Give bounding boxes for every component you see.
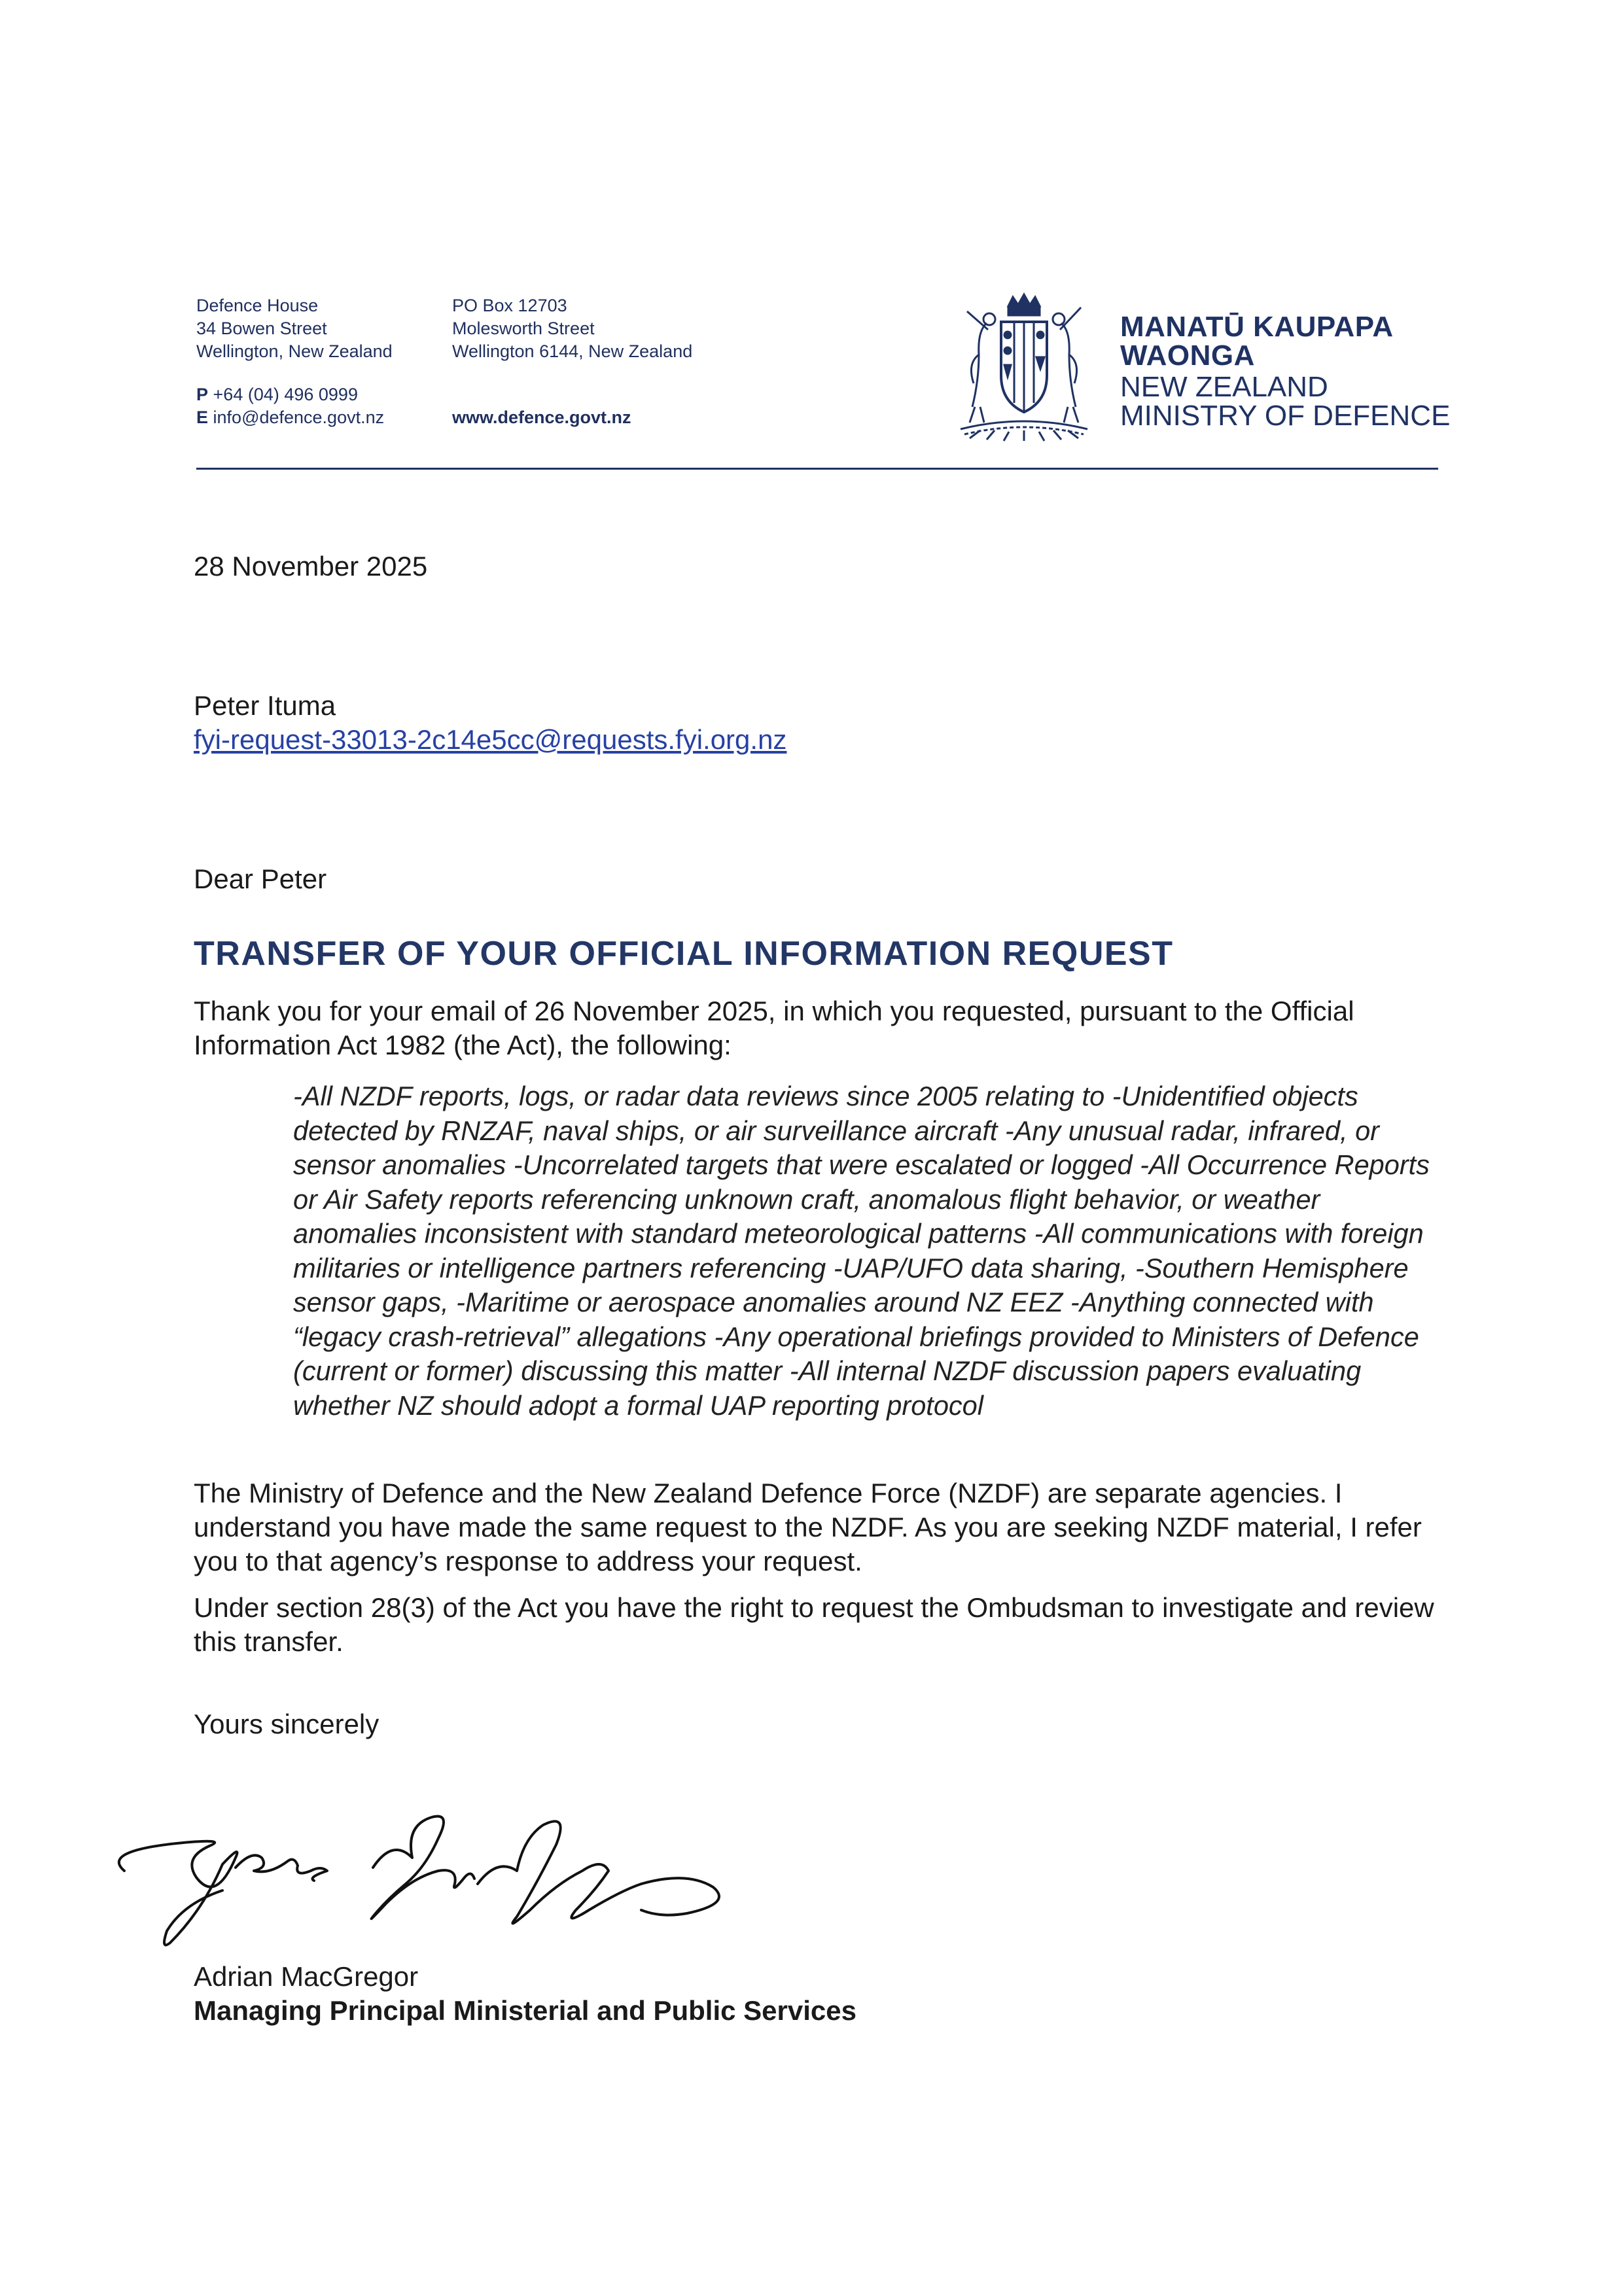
contact-block <box>196 383 384 429</box>
paragraph-intro: Thank you for your email of 26 November 2025, in which you requested, pursuant to the Official Information Act 1982 (the Act), the following: <box>194 996 1354 1060</box>
letterhead-divider <box>196 468 1438 470</box>
address-line: Wellington, New Zealand <box>196 341 393 361</box>
address-line: Molesworth Street <box>452 319 595 338</box>
email-label: E <box>196 408 209 427</box>
handwritten-signature <box>98 1779 752 1962</box>
address-line: PO Box 12703 <box>452 296 567 315</box>
address-block-street <box>196 294 393 363</box>
paragraph-ombudsman: Under section 28(3) of the Act you have the right to request the Ombudsman to investigate and review this transfer. <box>194 1592 1434 1657</box>
address-line: 34 Bowen Street <box>196 319 327 338</box>
phone-line <box>196 383 384 406</box>
letter-heading: TRANSFER OF YOUR OFFICIAL INFORMATION REQUEST <box>194 935 1174 973</box>
brand-maori-line: MANATŪ KAUPAPA <box>1120 311 1394 343</box>
phone-number: +64 (04) 496 0999 <box>213 385 358 404</box>
signatory-title: Managing Principal Ministerial and Public Services <box>194 1995 856 2026</box>
letter-date: 28 November 2025 <box>194 551 428 582</box>
address-line: Defence House <box>196 296 319 315</box>
brand-en-line: MINISTRY OF DEFENCE <box>1120 400 1451 432</box>
signatory-name: Adrian MacGregor <box>194 1961 419 1992</box>
brand-en-line: NEW ZEALAND <box>1120 371 1328 403</box>
email-line <box>196 406 384 429</box>
request-quote: -All NZDF reports, logs, or radar data reviews since 2005 relating to -Unidentified objects detected by RNZAF, naval ships, or air surveillance aircraft -Any unusual radar, infrared, or sensor anomalies -Uncorrelated targets that were escalated or logged -All Occurrence Reports or Air Safety reports referencing unknown craft, anomalous flight behavior, or weather anomalies inconsistent with standard meteorological patterns -All communications with foreign militaries or intelligence partners referencing -UAP/UFO data sharing, -Southern Hemisphere sensor gaps, -Maritime or aerospace anomalies around NZ EEZ -Anything connected with “legacy crash-retrieval” allegations -Any operational briefings provided to Ministers of Defence (current or former) discussing this matter -All internal NZDF discussion papers evaluating whether NZ should adopt a formal UAP reporting protocol <box>293 1081 1430 1421</box>
address-line: Wellington 6144, New Zealand <box>452 341 693 361</box>
phone-label: P <box>196 385 209 404</box>
recipient-email-link[interactable]: fyi-request-33013-2c14e5cc@requests.fyi.org.nz <box>194 724 787 755</box>
paragraph-transfer: The Ministry of Defence and the New Zealand Defence Force (NZDF) are separate agencies. I understand you have made the same request to the NZDF. As you are seeking NZDF material, I refer you to that agency’s response to address your request. <box>194 1478 1422 1576</box>
coat-of-arms-crest <box>941 292 1107 442</box>
contact-email: info@defence.govt.nz <box>213 408 385 427</box>
recipient-name: Peter Ituma <box>194 690 336 721</box>
closing: Yours sincerely <box>194 1709 380 1739</box>
website-link[interactable]: www.defence.govt.nz <box>452 408 631 427</box>
address-block-postal <box>452 294 692 363</box>
brand-maori-name <box>1120 313 1394 370</box>
brand-maori-line: WAONGA <box>1120 339 1255 372</box>
salutation: Dear Peter <box>194 863 327 894</box>
brand-english-name <box>1120 373 1450 430</box>
